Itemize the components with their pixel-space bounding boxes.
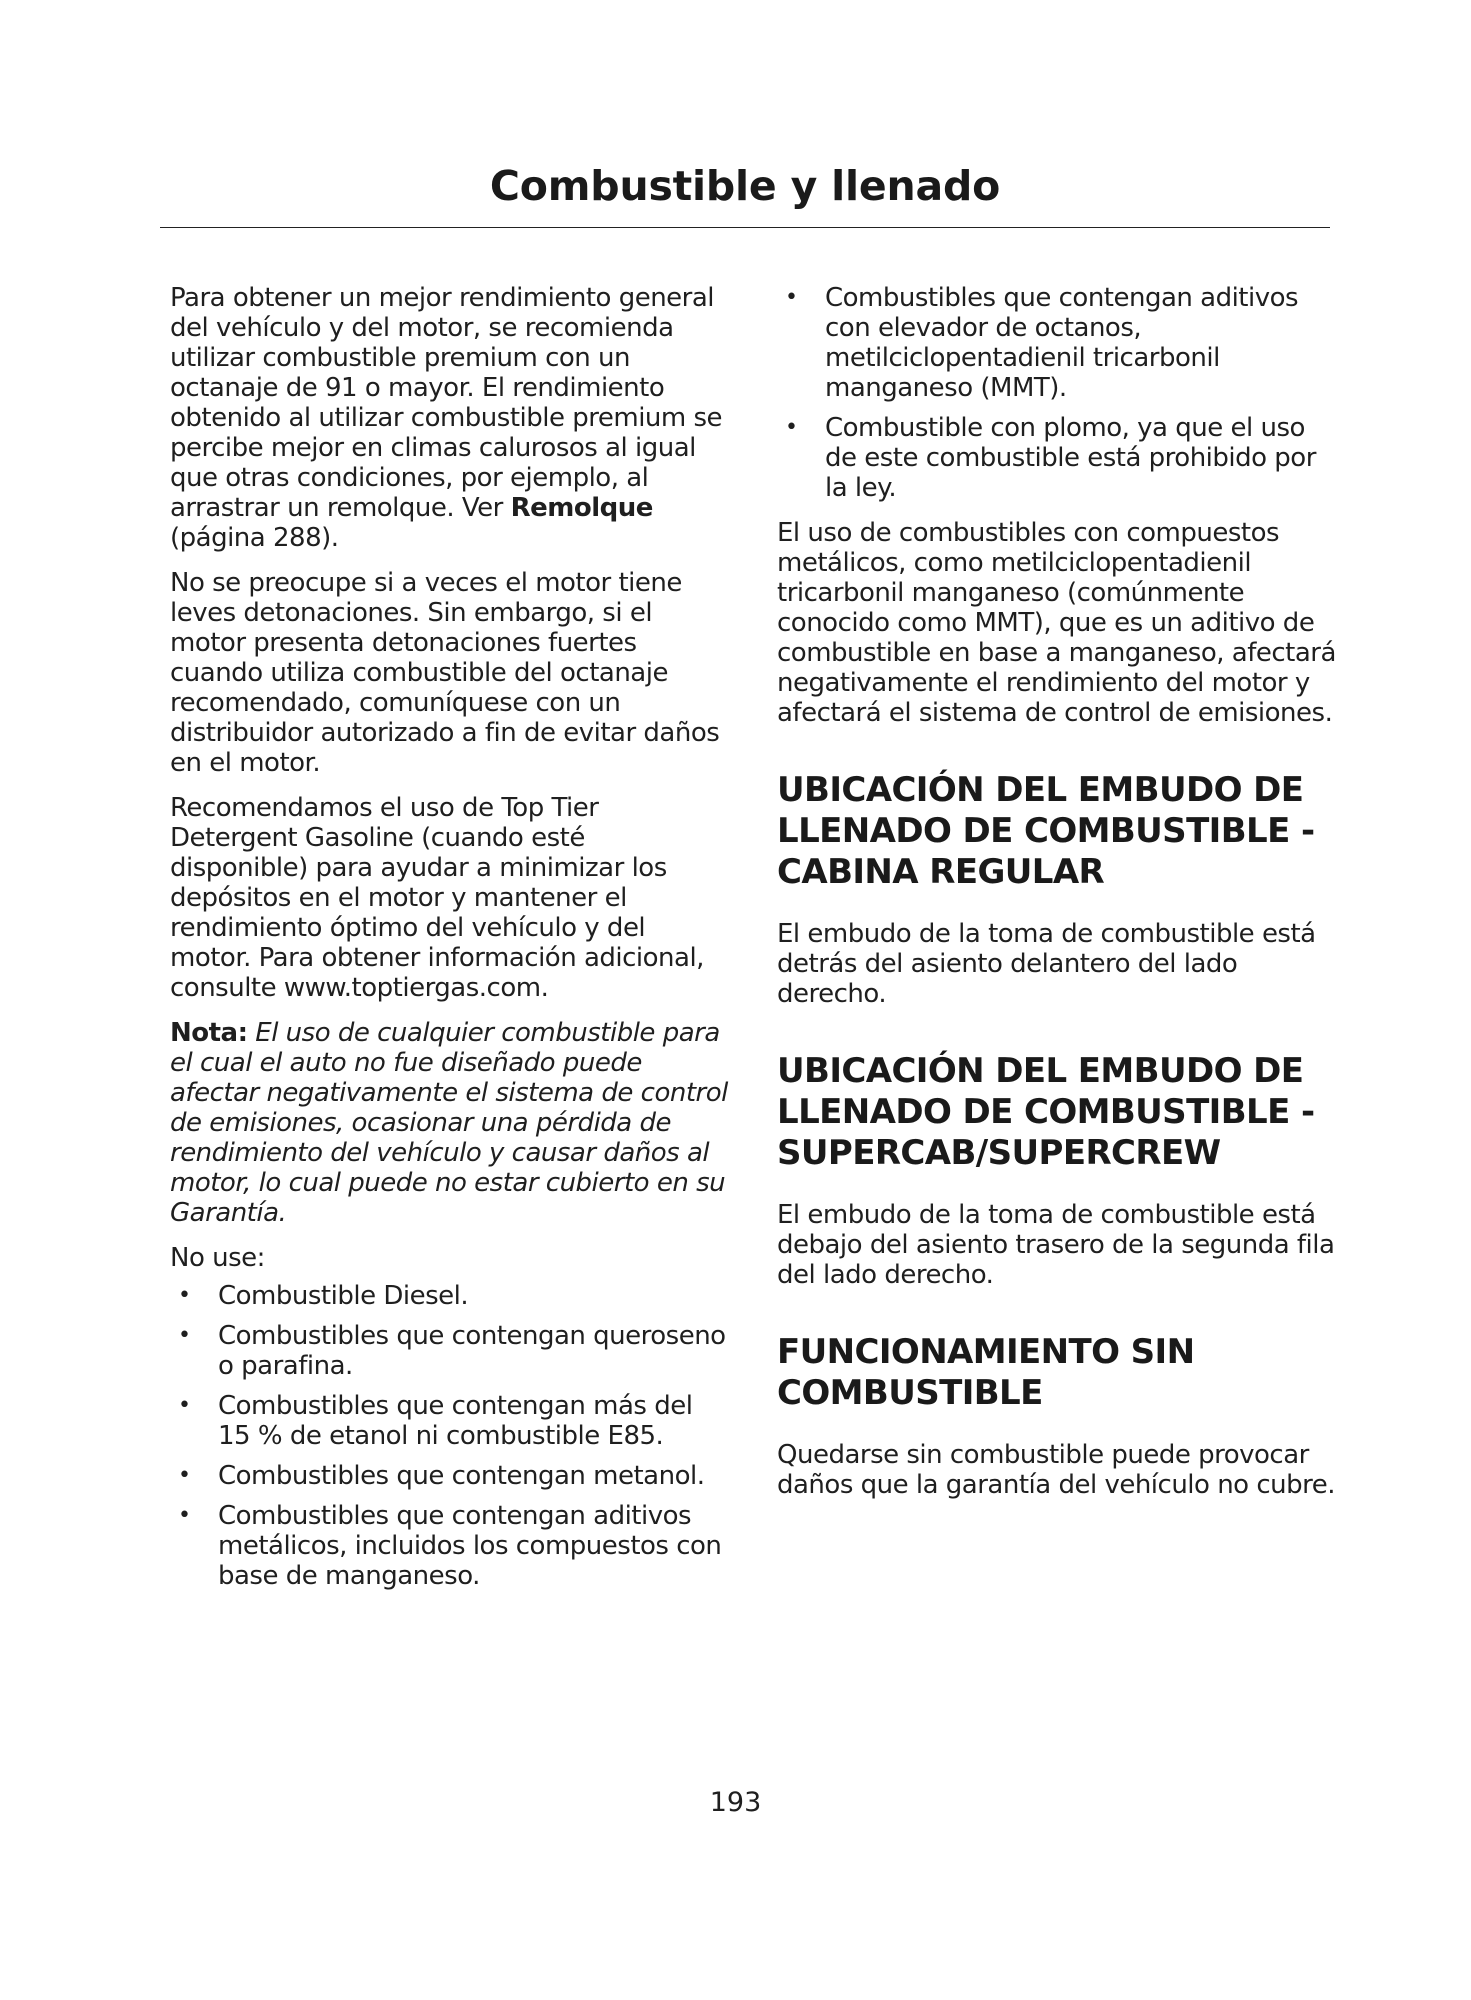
section-heading-running-out: FUNCIONAMIENTO SIN COMBUSTIBLE (777, 1332, 1195, 1413)
section-body-running-out: Quedarse sin combustible puede provocar daños que la garantía del vehículo no cubre. (777, 1440, 1335, 1500)
note-text: El uso de cualquier combustible para el cual el auto no fue diseñado puede afectar negativamente el sistema de control de emisiones, ocasionar una pérdida de rendimiento del vehículo y causar daños al motor, lo cual puede no estar cubierto en su Garantía. (170, 1018, 728, 1228)
remolque-reference: Remolque (510, 493, 653, 523)
bullet-icon: • (178, 1463, 191, 1488)
list-item (170, 1281, 730, 1311)
mmt-paragraph: El uso de combustibles con compuestos metálicos, como metilciclopentadienil tricarbonil manganeso (comúnmente conocido como MMT), que es un aditivo de combustible en base a manganeso, afectará negativamente el rendimiento del motor y afectará el sistema de control de emisiones. (777, 518, 1336, 728)
no-use-list (170, 1281, 730, 1591)
section-heading-supercab: UBICACIÓN DEL EMBUDO DE LLENADO DE COMBUSTIBLE - SUPERCAB/SUPERCREW (777, 1051, 1315, 1173)
detonation-paragraph: No se preocupe si a veces el motor tiene leves detonaciones. Sin embargo, si el motor presenta detonaciones fuertes cuando utiliza combustible del octanaje recomendado, comuníquese con un distribuidor autorizado a fin de evitar daños en el motor. (170, 568, 720, 778)
section-body-supercab: El embudo de la toma de combustible está debajo del asiento trasero de la segunda fila del lado derecho. (777, 1200, 1335, 1290)
list-item-text: Combustible con plomo, ya que el uso de este combustible está prohibido por la ley. (825, 413, 1316, 503)
list-item (777, 283, 1337, 403)
list-item (170, 1321, 730, 1381)
list-item-text: Combustibles que contengan metanol. (218, 1461, 705, 1491)
page-reference: (página 288). (170, 523, 339, 553)
left-column (170, 283, 730, 1606)
page-number: 193 (709, 1787, 762, 1818)
bullet-icon: • (178, 1393, 191, 1418)
no-use-list-continued (777, 283, 1337, 503)
list-item (777, 413, 1337, 503)
list-item-text: Combustibles que contengan aditivos con elevador de octanos, metilciclopentadienil tricarbonil manganeso (MMT). (825, 283, 1299, 403)
list-item-text: Combustibles que contengan queroseno o parafina. (218, 1321, 726, 1381)
note-label: Nota: (170, 1018, 248, 1048)
intro-text: Para obtener un mejor rendimiento general del vehículo y del motor, se recomienda utilizar combustible premium con un octanaje de 91 o mayor. El rendimiento obtenido al utilizar combustible premium se percibe mejor en climas calurosos al igual que otras condiciones, por ejemplo, al arrastrar un remolque. Ver (170, 283, 723, 523)
page-title: Combustible y llenado (489, 162, 1001, 210)
note-paragraph (170, 1018, 730, 1228)
title-divider (160, 227, 1330, 228)
top-tier-paragraph: Recomendamos el uso de Top Tier Detergent Gasoline (cuando esté disponible) para ayudar a minimizar los depósitos en el motor y mantener el rendimiento óptimo del vehículo y del motor. Para obtener información adicional, consulte www.toptiergas.com. (170, 793, 704, 1003)
list-item (170, 1391, 730, 1451)
list-item-text: Combustibles que contengan más del 15 % de etanol ni combustible E85. (218, 1391, 693, 1451)
no-use-label: No use: (170, 1243, 265, 1273)
bullet-icon: • (178, 1323, 191, 1348)
list-item-text: Combustible Diesel. (218, 1281, 469, 1311)
bullet-icon: • (178, 1283, 191, 1308)
section-body-regular-cab: El embudo de la toma de combustible está detrás del asiento delantero del lado derecho. (777, 919, 1316, 1009)
list-item (170, 1461, 730, 1491)
list-item-text: Combustibles que contengan aditivos metálicos, incluidos los compuestos con base de manganeso. (218, 1501, 722, 1591)
right-column (777, 283, 1337, 1515)
bullet-icon: • (785, 285, 798, 310)
intro-paragraph (170, 283, 730, 553)
list-item (170, 1501, 730, 1591)
bullet-icon: • (178, 1503, 191, 1528)
bullet-icon: • (785, 415, 798, 440)
section-heading-regular-cab: UBICACIÓN DEL EMBUDO DE LLENADO DE COMBUSTIBLE - CABINA REGULAR (777, 770, 1315, 892)
